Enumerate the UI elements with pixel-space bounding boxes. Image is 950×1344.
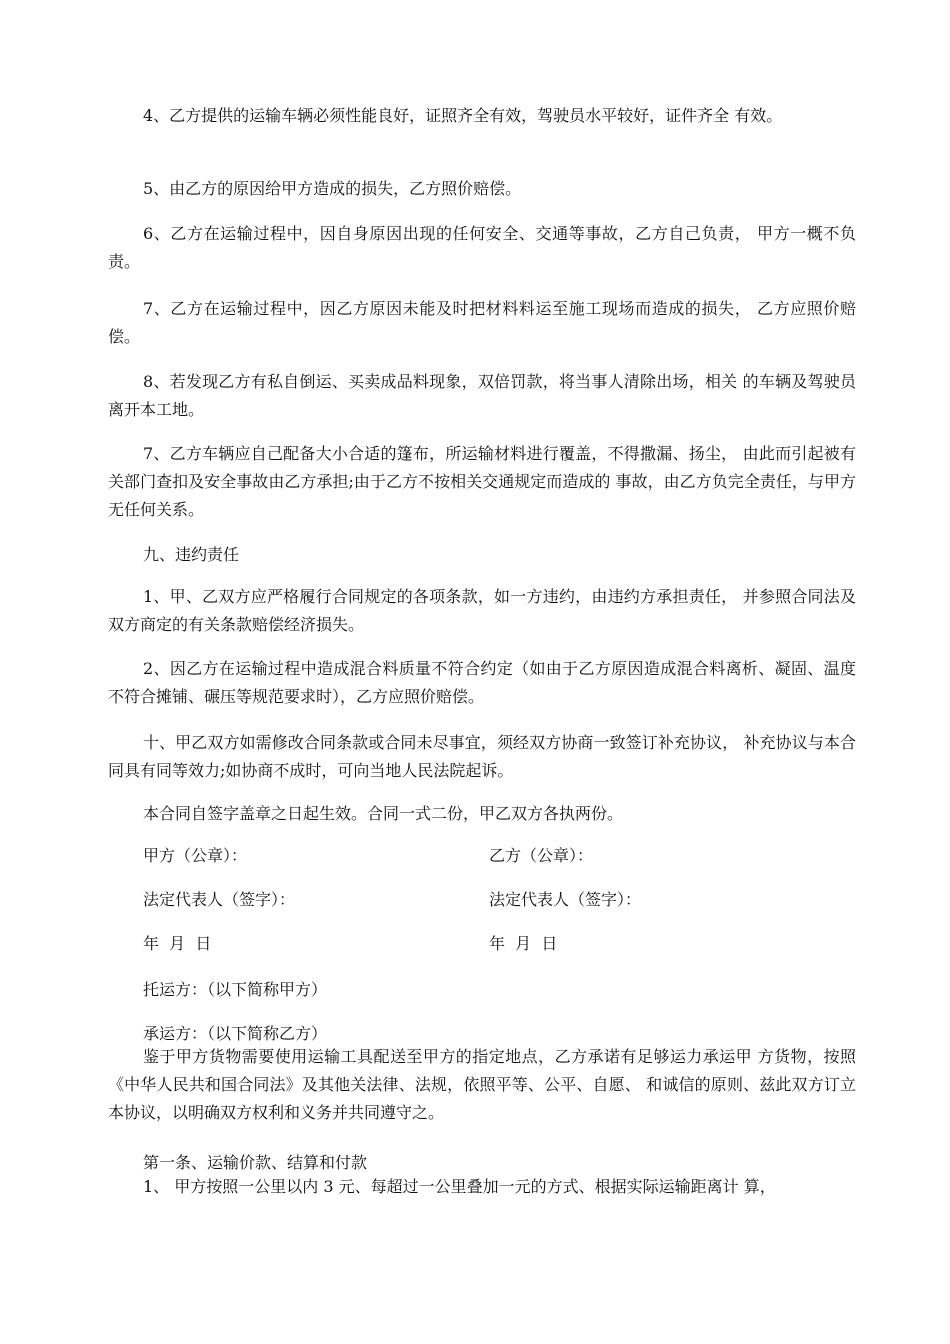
article-1-title: 第一条、运输价款、结算和付款	[143, 1153, 368, 1172]
party-b-seal-label: 乙方（公章）：	[489, 846, 594, 865]
party-a-date-label: 年 月 日	[143, 934, 212, 953]
representative-row	[108, 886, 856, 914]
party-b-date-label: 年 月 日	[489, 934, 558, 953]
party-a-seal-label: 甲方（公章）：	[143, 846, 248, 865]
clause-7-tarp: 7、乙方车辆应自己配备大小合适的篷布，所运输材料进行覆盖，不得撒漏、扬尘， 由此而引起被有关部门查扣及安全事故由乙方承担;由于乙方不按相关交通规定而造成的 事故，由乙方负完全责任，与甲方无任何关系。	[108, 444, 856, 519]
clause-4: 4、乙方提供的运输车辆必须性能良好，证照齐全有效，驾驶员水平较好，证件齐全 有效。	[143, 106, 783, 125]
clause-7-delay: 7、乙方在运输过程中，因乙方原因未能及时把材料料运至施工现场而造成的损失， 乙方应照价赔偿。	[108, 299, 856, 346]
article-1-item-1: 1、 甲方按照一公里以内 3 元、每超过一公里叠加一元的方式、根据实际运输距离计 算，	[143, 1177, 776, 1196]
clause-6: 6、乙方在运输过程中，因自身原因出现的任何安全、交通等事故，乙方自己负责， 甲方一概不负责。	[108, 224, 856, 271]
clause-5: 5、由乙方的原因给甲方造成的损失，乙方照价赔偿。	[143, 179, 522, 198]
party-b-rep-label: 法定代表人（签字）：	[489, 890, 642, 909]
effective-clause: 本合同自签字盖章之日起生效。合同一式二份，甲乙双方各执两份。	[143, 804, 624, 823]
shipper-line: 托运方：（以下简称甲方）	[143, 980, 328, 999]
preamble: 鉴于甲方货物需要使用运输工具配送至甲方的指定地点，乙方承诺有足够运力承运甲 方货物，按照《中华人民共和国合同法》及其他关法律、法规，依照平等、公平、自愿、 和诚信的原则、兹此双方订立本协议，以明确双方权利和义务并共同遵守之。	[108, 1047, 856, 1122]
party-a-rep-label: 法定代表人（签字）：	[143, 890, 296, 909]
breach-clause-1: 1、甲、乙双方应严格履行合同规定的各项条款，如一方违约，由违约方承担责任， 并参照合同法及双方商定的有关条款赔偿经济损失。	[108, 587, 856, 634]
breach-clause-2: 2、因乙方在运输过程中造成混合料质量不符合约定（如由于乙方原因造成混合料离析、凝固、温度不符合摊铺、碾压等规范要求时），乙方应照价赔偿。	[108, 659, 856, 706]
date-row	[108, 930, 856, 958]
seal-row	[108, 842, 856, 870]
section-heading-breach: 九、违约责任	[143, 545, 240, 564]
clause-8: 8、若发现乙方有私自倒运、买卖成品料现象，双倍罚款，将当事人清除出场，相关 的车辆及驾驶员离开本工地。	[108, 372, 856, 419]
carrier-line: 承运方：（以下简称乙方）	[143, 1024, 328, 1043]
section-amendment: 十、甲乙双方如需修改合同条款或合同未尽事宜，须经双方协商一致签订补充协议， 补充协议与本合同具有同等效力;如协商不成时，可向当地人民法院起诉。	[108, 733, 856, 780]
